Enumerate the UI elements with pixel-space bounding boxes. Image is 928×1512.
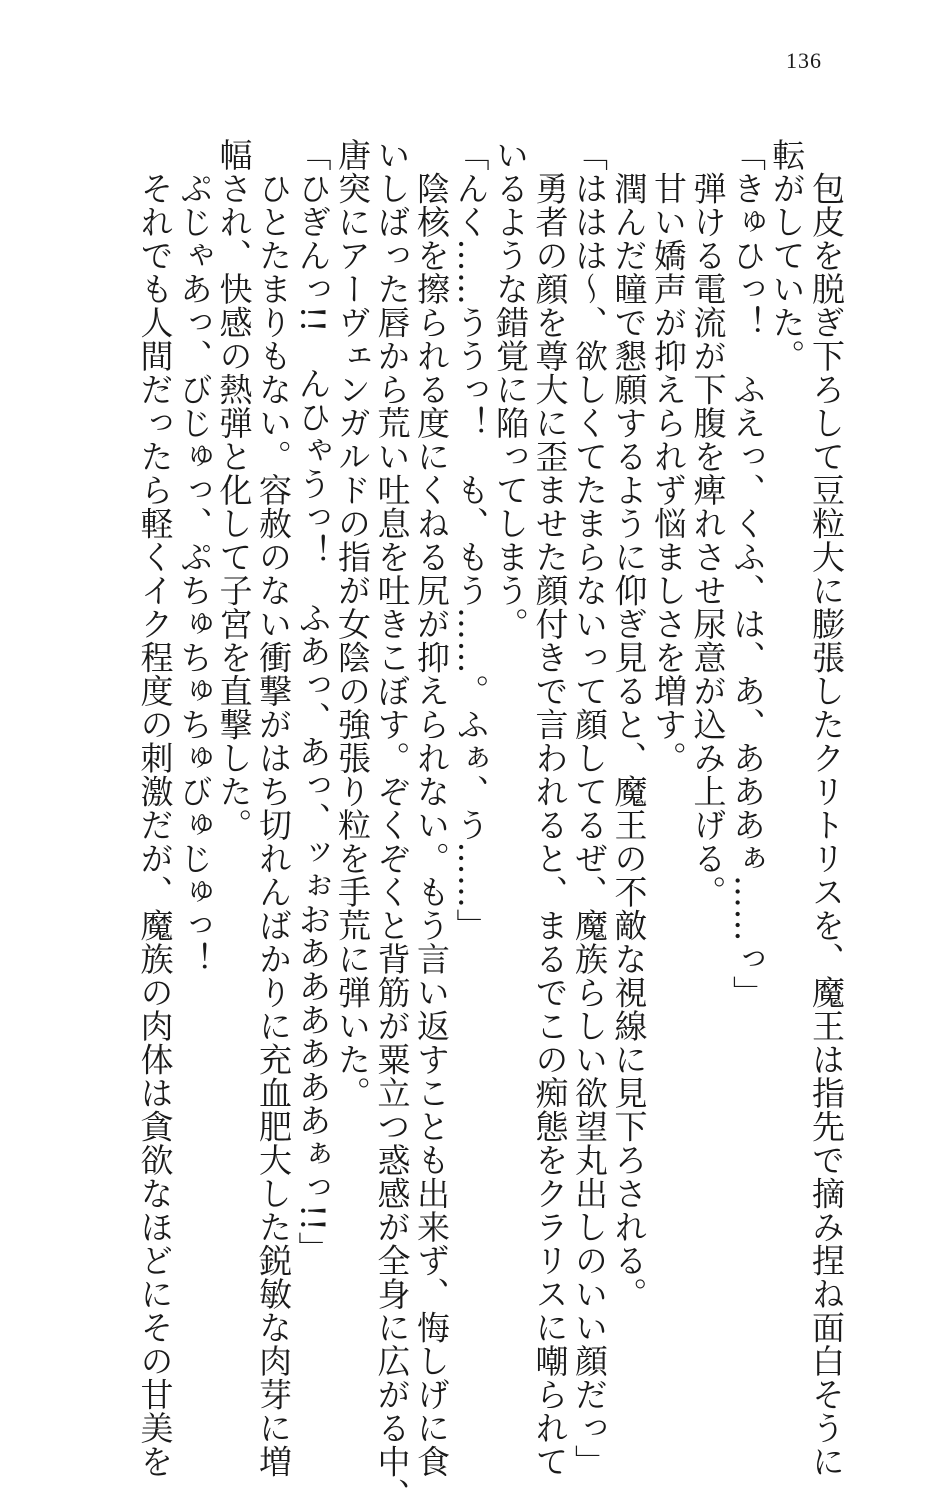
text-line: 「ははは～、欲しくてたまらないって顔してるぜ、魔族らしい欲望丸出しのいい顔だっ」 — [570, 138, 609, 1478]
text-line: 「んく……ううっ！ も、もう……。ふぁ、う……」 — [451, 138, 491, 942]
text-line: 潤んだ瞳で懇願するように仰ぎ見ると、魔王の不敵な視線に見下ろされる。 — [609, 138, 649, 1311]
text-line: 陰核を擦られる度にくねる尻が抑えられない。もう言い返すことも出来ず、悔しげに食 — [412, 138, 451, 1478]
text-line: 弾ける電流が下腹を痺れさせ尿意が込み上げる。 — [688, 138, 728, 909]
text-line: 勇者の顔を尊大に歪ませた顔付きで言われると、まるでこの痴態をクラリスに嘲られて — [530, 138, 570, 1478]
text-line: 包皮を脱ぎ下ろして豆粒大に膨張したクリトリスを、魔王は指先で摘み捏ね面白そうに — [807, 138, 846, 1478]
text-line: ぷじゃあっ、びじゅっ、ぷちゅちゅちゅびゅじゅっ！ — [175, 138, 214, 976]
text-line: 「ひぎんっ!! んひゃうっ！ ふあっ、あっ、ッぉおああああああぁっ!!」 — [293, 138, 333, 1266]
page-number: 136 — [786, 48, 822, 73]
text-line: 幅され、快感の熱弾と化して子宮を直撃した。 — [214, 138, 254, 842]
vertical-text-body — [135, 138, 846, 1512]
text-line: いしばった唇から荒い吐息を吐きこぼす。ぞくぞくと背筋が粟立つ惑感が全身に広がる中、 — [372, 138, 412, 1512]
text-line: それでも人間だったら軽くイク程度の刺激だが、魔族の肉体は貪欲なほどにその甘美を — [135, 138, 175, 1478]
text-line: 甘い嬌声が抑えられず悩ましさを増す。 — [649, 138, 688, 775]
text-line: 唐突にアーヴェンガルドの指が女陰の強張り粒を手荒に弾いた。 — [333, 138, 372, 1110]
text-line: 転がしていた。 — [767, 138, 807, 373]
text-line: いるような錯覚に陥ってしまう。 — [491, 138, 530, 641]
text-line: 「きゅひっ！ ふえっ、くふ、は、あ、あああぁ……っ」 — [728, 138, 767, 1009]
text-line: ひとたまりもない。容赦のない衝撃がはち切れんばかりに充血肥大した鋭敏な肉芽に増 — [254, 138, 293, 1478]
